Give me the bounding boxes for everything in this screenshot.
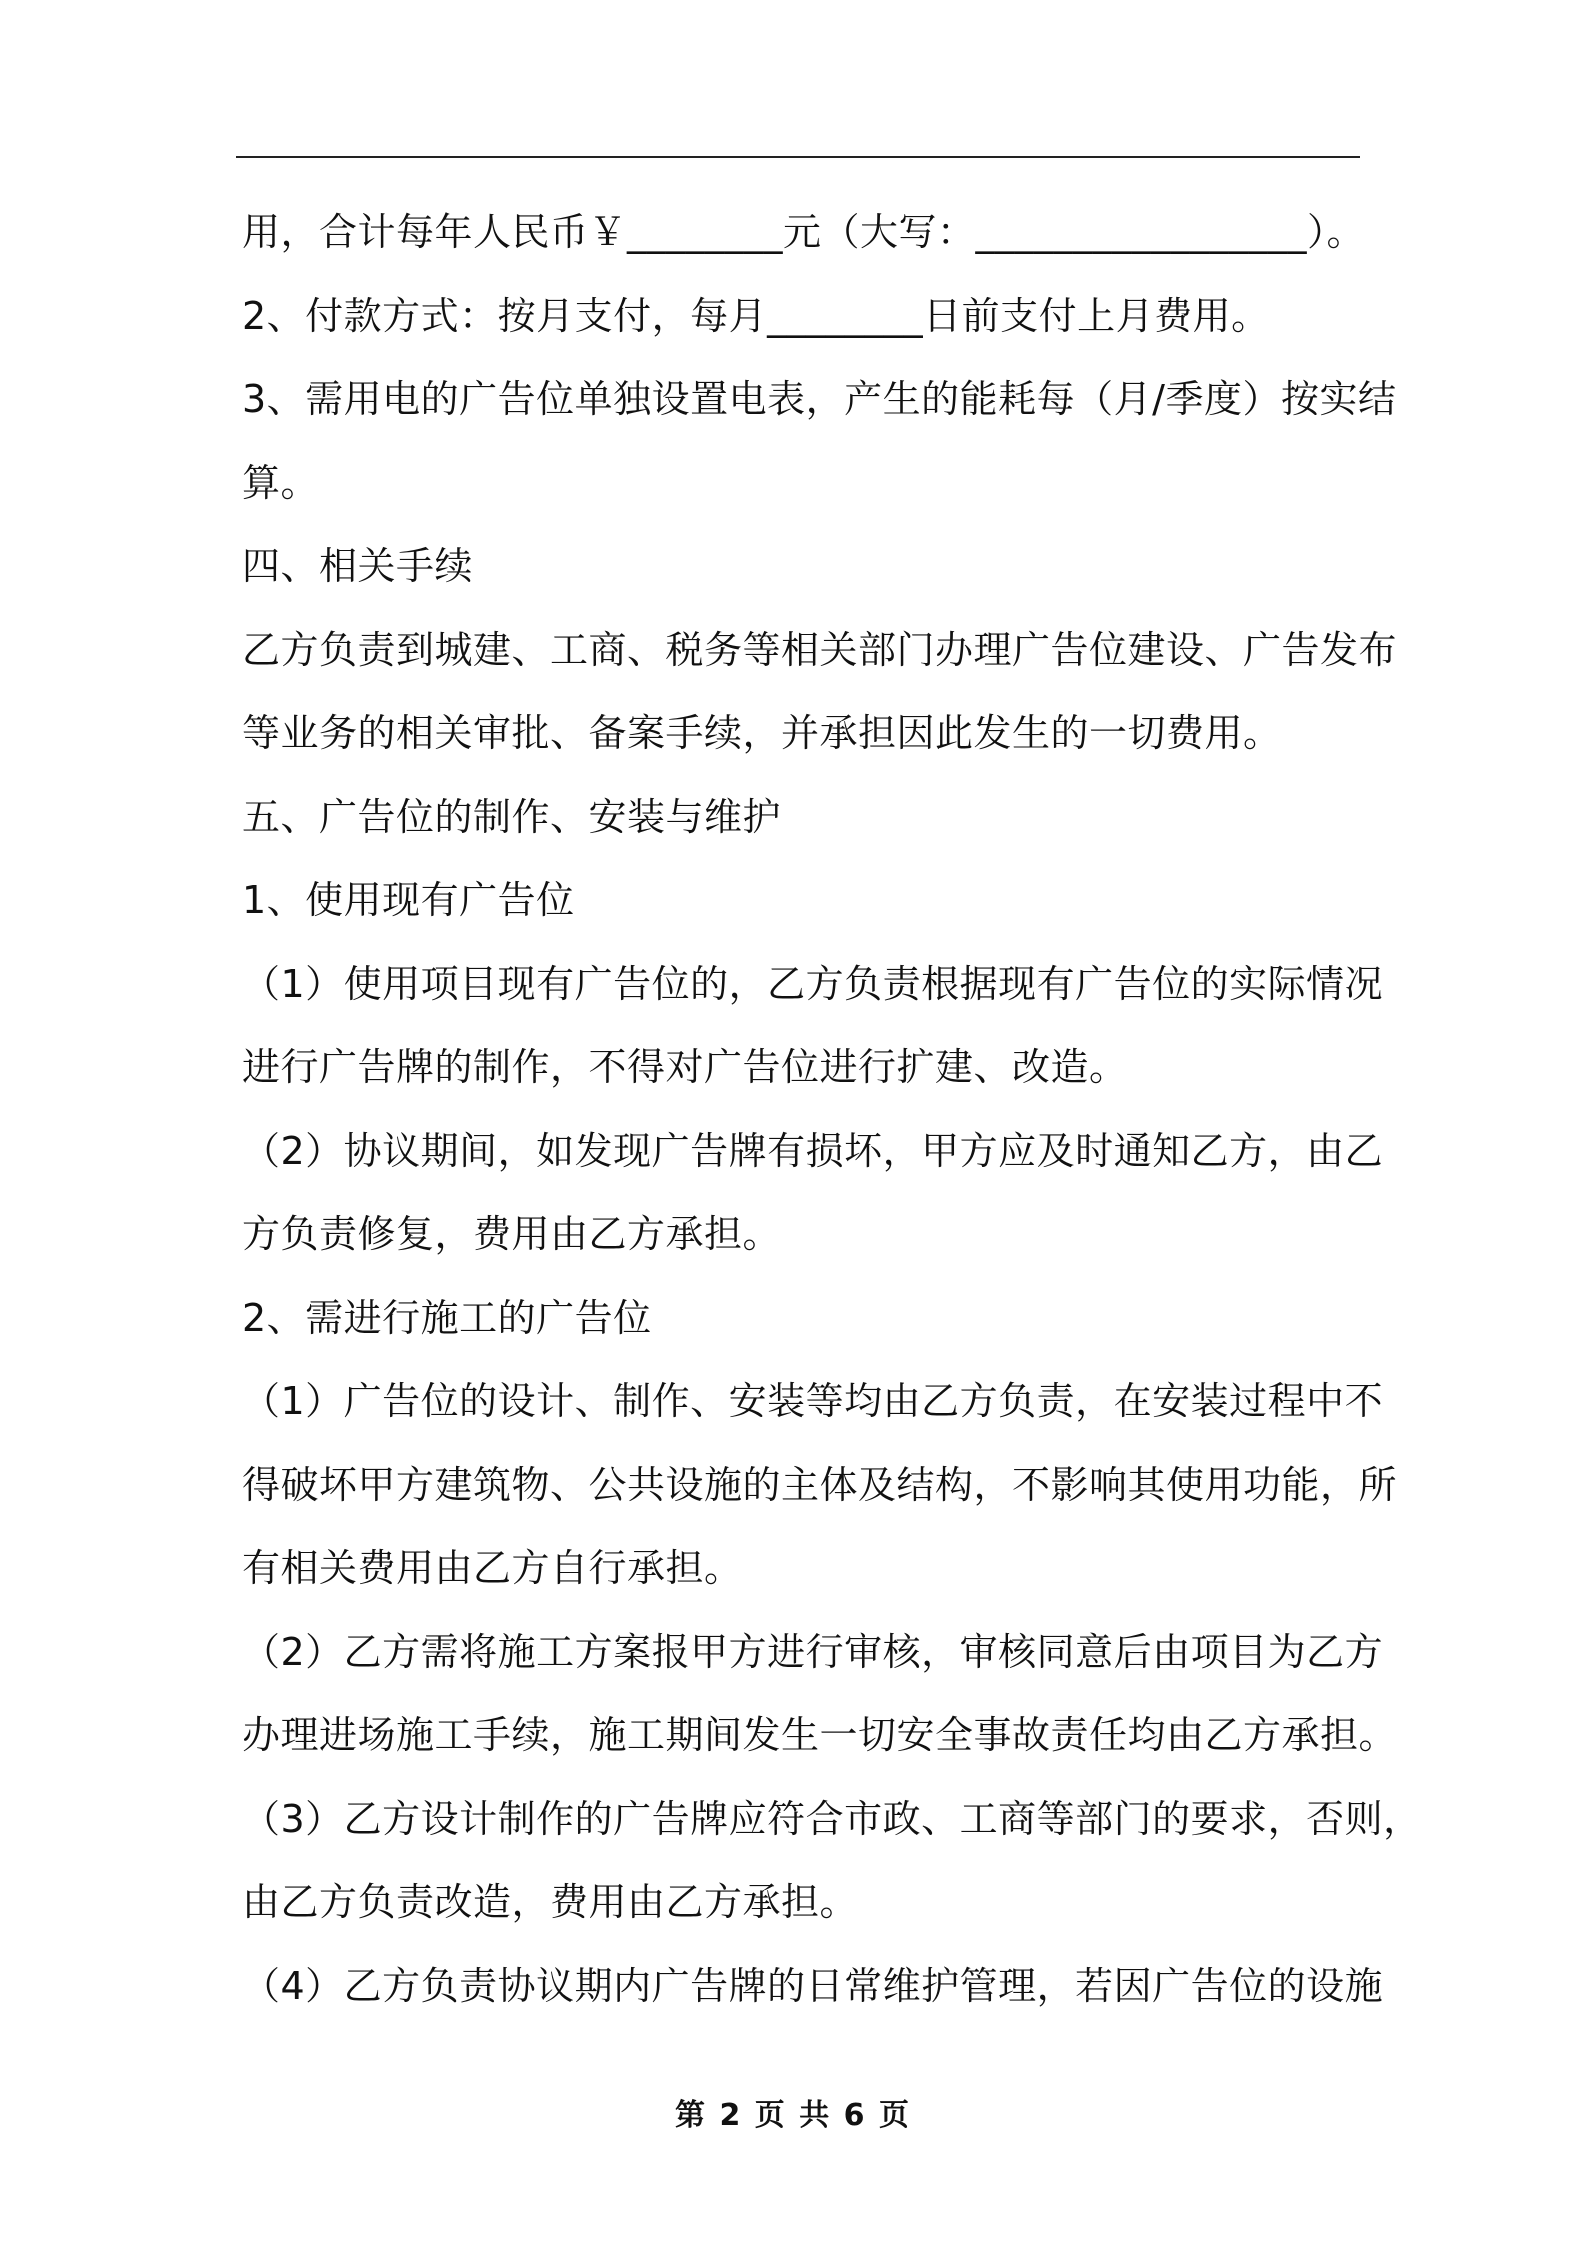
text-line: 进行广告牌的制作，不得对广告位进行扩建、改造。 (242, 1045, 1128, 1089)
text-line: 有相关费用由乙方自行承担。 (242, 1546, 743, 1590)
text-line: （4）乙方负责协议期内广告牌的日常维护管理，若因广告位的设施 (242, 1963, 1384, 2008)
page-number: 第 2 页 共 6 页 (675, 2098, 911, 2133)
subsection-heading: 1、使用现有广告位 (242, 878, 575, 922)
text-line: 3、需用电的广告位单独设置电表，产生的能耗每（月/季度）按实结 (242, 377, 1397, 421)
text-line: 用，合计每年人民币￥________元（大写：_________________）。 (242, 210, 1366, 254)
section-heading: 五、广告位的制作、安装与维护 (242, 794, 782, 839)
text-line: 算。 (242, 460, 320, 505)
text-line: 得破坏甲方建筑物、公共设施的主体及结构，不影响其使用功能，所 (242, 1462, 1398, 1507)
text-line: （1）广告位的设计、制作、安装等均由乙方负责，在安装过程中不 (242, 1379, 1384, 1423)
subsection-heading: 2、需进行施工的广告位 (242, 1295, 652, 1340)
header-rule (236, 156, 1360, 158)
text-line: （2）协议期间，如发现广告牌有损坏，甲方应及时通知乙方，由乙 (242, 1128, 1384, 1173)
section-heading: 四、相关手续 (242, 544, 474, 588)
text-line: 乙方负责到城建、工商、税务等相关部门办理广告位建设、广告发布 (242, 627, 1398, 672)
text-line: 方负责修复，费用由乙方承担。 (242, 1212, 782, 1256)
text-line: （2）乙方需将施工方案报甲方进行审核，审核同意后由项目为乙方 (242, 1629, 1384, 1674)
text-line: 等业务的相关审批、备案手续，并承担因此发生的一切费用。 (242, 711, 1282, 755)
text-line: 由乙方负责改造，费用由乙方承担。 (242, 1880, 859, 1924)
text-line: （3）乙方设计制作的广告牌应符合市政、工商等部门的要求，否则， (242, 1796, 1422, 1841)
text-line: （1）使用项目现有广告位的，乙方负责根据现有广告位的实际情况 (242, 961, 1384, 1006)
document-body (242, 196, 1422, 2033)
text-line: 办理进场施工手续，施工期间发生一切安全事故责任均由乙方承担。 (242, 1713, 1398, 1757)
text-line: 2、付款方式：按月支付，每月________日前支付上月费用。 (242, 293, 1270, 338)
